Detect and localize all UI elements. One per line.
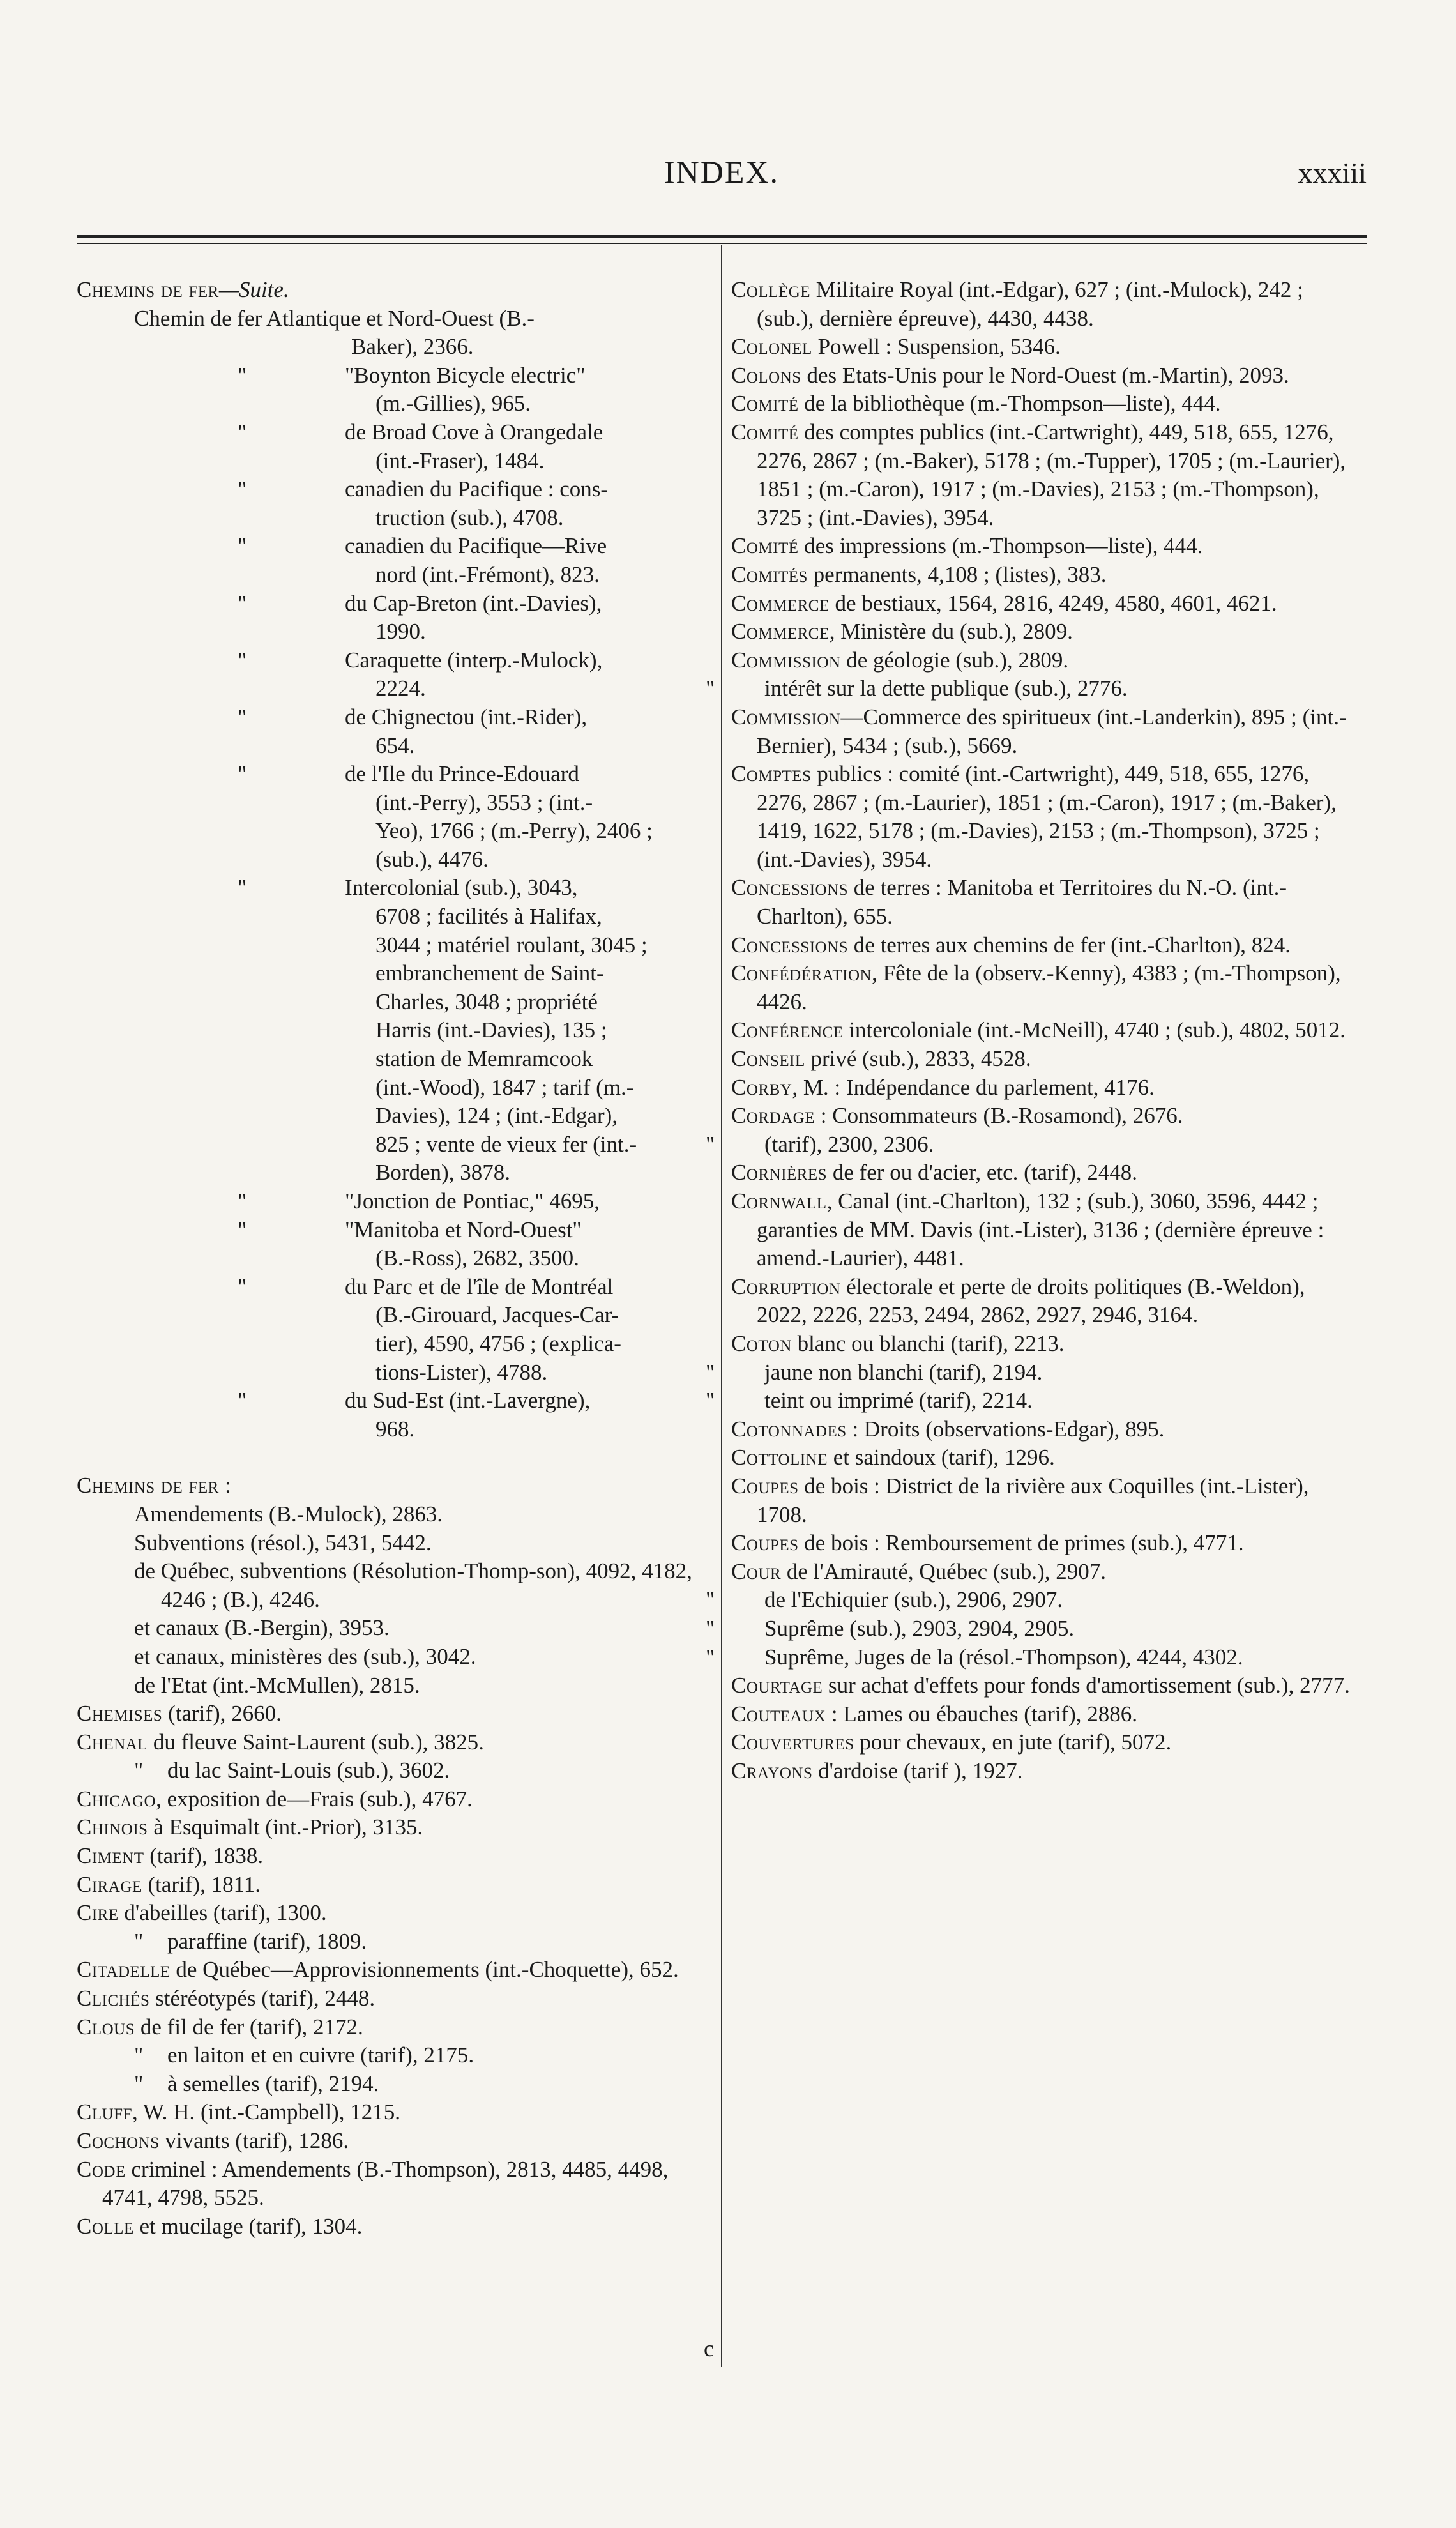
- index-entry: [731, 1700, 1367, 1729]
- index-entry: [731, 418, 1367, 532]
- entry-text: de fil de fer (tarif), 2172.: [135, 2014, 363, 2039]
- index-subentry: [706, 1387, 1367, 1415]
- index-subentry: [706, 1359, 1367, 1387]
- index-entry: [731, 532, 1367, 561]
- page-header: [77, 153, 1367, 204]
- ditto-mark: ": [706, 676, 715, 701]
- rail-entry-text: [345, 590, 698, 646]
- index-entry: [731, 1159, 1367, 1187]
- ditto-mark: ": [238, 1388, 247, 1413]
- entry-text: jaune non blanchi (tarif), 2194.: [764, 1359, 1043, 1385]
- index-entry: [731, 590, 1367, 618]
- index-entry: [731, 1016, 1367, 1045]
- index-entry: [77, 1700, 712, 1728]
- rail-entry: [77, 760, 712, 874]
- chemins-subentry: et canaux (B.-Bergin), 3953.: [134, 1615, 390, 1641]
- entry-text: et saindoux (tarif), 1296.: [827, 1445, 1055, 1470]
- ditto-mark: ": [134, 2043, 144, 2068]
- rail-entry-line: "Manitoba et Nord-Ouest": [345, 1217, 582, 1242]
- entry-head: Couvertures: [731, 1730, 854, 1755]
- entry-head: Concessions: [731, 932, 849, 957]
- entry-text: à Esquimalt (int.-Prior), 3135.: [148, 1815, 423, 1840]
- rail-entry-line: (int.-Fraser), 1484.: [375, 448, 545, 473]
- entry-text: de la bibliothèque (m.-Thompson—liste), 444.: [798, 391, 1221, 416]
- chemins-subentry: Amendements (B.-Mulock), 2863.: [134, 1501, 443, 1527]
- rail-entry-text: [345, 646, 698, 703]
- entry-head: Cire: [77, 1900, 119, 1926]
- entry-text: Militaire Royal (int.-Edgar), 627 ; (int.-Mulock), 242 ; (sub.), dernière épreuve), 4430, 4438.: [757, 277, 1303, 331]
- chemins-subentry: et canaux, ministères des (sub.), 3042.: [134, 1643, 476, 1669]
- entry-text: Powell : Suspension, 5346.: [812, 334, 1061, 360]
- entry-text: des impressions (m.-Thompson—liste), 444.: [798, 533, 1203, 559]
- index-entry: [731, 1187, 1367, 1273]
- entry-text: de bestiaux, 1564, 2816, 4249, 4580, 4601, 4621.: [829, 590, 1277, 616]
- index-entry: [731, 1728, 1367, 1757]
- rail-entry: [77, 532, 712, 589]
- rail-entry: [77, 1273, 712, 1387]
- rail-entry-line: Intercolonial (sub.), 3043,: [345, 875, 578, 901]
- entry-head: Clichés: [77, 1986, 150, 2011]
- ditto-mark: ": [706, 1388, 715, 1413]
- entry-text: (tarif), 1811.: [142, 1871, 261, 1897]
- entry-text: vivants (tarif), 1286.: [159, 2128, 349, 2153]
- entry-text: intérêt sur la dette publique (sub.), 2776.: [764, 676, 1128, 701]
- chemins-subentry: de l'Etat (int.-McMullen), 2815.: [134, 1672, 420, 1698]
- rail-entry-line: 654.: [375, 733, 415, 758]
- index-entry: [77, 2013, 712, 2042]
- entry-text: sur achat d'effets pour fonds d'amortissement (sub.), 2777.: [823, 1673, 1350, 1698]
- rail-head-line: Baker), 2366.: [351, 334, 474, 360]
- entry-text: blanc ou blanchi (tarif), 2213.: [791, 1330, 1065, 1356]
- chemins-subentry: Subventions (résol.), 5431, 5442.: [134, 1530, 432, 1555]
- entry-text: de géologie (sub.), 2809.: [840, 647, 1069, 673]
- entry-head: Commission: [731, 647, 841, 673]
- rail-entry-line: du Sud-Est (int.-Lavergne),: [345, 1388, 591, 1413]
- entry-text: Suprême, Juges de la (résol.-Thompson), 4244, 4302.: [764, 1644, 1243, 1670]
- right-entries: [706, 276, 1367, 1785]
- index-subentry: [77, 1928, 712, 1956]
- ditto-mark: ": [238, 476, 247, 502]
- index-subentry: [706, 1615, 1367, 1643]
- rail-entry-line: 3044 ; matériel roulant, 3045 ;: [375, 932, 648, 957]
- index-entry: [731, 1045, 1367, 1074]
- index-entry: [731, 1671, 1367, 1700]
- chemins-subentry: de Québec, subventions (Résolution-Thomp-son), 4092, 4182, 4246 ; (B.), 4246.: [134, 1558, 692, 1612]
- index-entry: [731, 874, 1367, 931]
- rail-entry-text: [345, 1216, 698, 1273]
- index-subentry: [706, 1643, 1367, 1672]
- entry-suite: —Suite.: [218, 277, 289, 302]
- entry-text: , Fête de la (observ.-Kenny), 4383 ; (m.-Thompson), 4426.: [757, 961, 1341, 1014]
- entry-head: Colons: [731, 362, 801, 388]
- ditto-mark: ": [238, 1189, 247, 1214]
- rail-entry: [77, 1187, 712, 1216]
- entry-head: Commerce: [731, 619, 830, 644]
- entry-head: Cornwall: [731, 1189, 827, 1214]
- rail-entry: [77, 1387, 712, 1443]
- left-entries: [77, 1700, 712, 2241]
- entry-text: de Québec—Approvisionnements (int.-Choquette), 652.: [170, 1957, 679, 1983]
- entry-text: , W. H. (int.-Campbell), 1215.: [132, 2099, 400, 2125]
- ditto-mark: ": [706, 1359, 715, 1385]
- ditto-mark: ": [238, 1274, 247, 1299]
- entry-head: Conseil: [731, 1046, 805, 1072]
- rail-entry-line: Caraquette (interp.-Mulock),: [345, 647, 603, 673]
- rail-entry-line: "Boynton Bicycle electric": [345, 362, 586, 388]
- ditto-mark: ": [238, 875, 247, 901]
- entry-head: Crayons: [731, 1758, 813, 1783]
- entry-head: Cluff: [77, 2099, 132, 2125]
- rail-entry-line: 1990.: [375, 619, 426, 644]
- ditto-mark: ": [238, 419, 247, 445]
- signature-mark: c: [704, 2336, 714, 2361]
- rail-entry: [77, 1216, 712, 1273]
- entry-head: Corruption: [731, 1274, 841, 1299]
- entry-head: Cottoline: [731, 1445, 828, 1470]
- rail-entry-line: tier), 4590, 4756 ; (explica-: [375, 1330, 621, 1356]
- rail-entry-text: [345, 1273, 698, 1387]
- index-entry: [731, 760, 1367, 874]
- entry-text: Suprême (sub.), 2903, 2904, 2905.: [764, 1615, 1075, 1641]
- ditto-mark: ": [238, 1217, 247, 1242]
- index-entry: [731, 618, 1367, 646]
- ditto-mark: ": [706, 1644, 715, 1670]
- entry-text: de l'Amirauté, Québec (sub.), 2907.: [781, 1558, 1106, 1584]
- rail-entry-line: Harris (int.-Davies), 135 ;: [375, 1017, 607, 1043]
- entry-text: de bois : Remboursement de primes (sub.), 4771.: [798, 1530, 1244, 1556]
- rail-entry-text: [345, 1387, 698, 1443]
- entry-head: Comité: [731, 391, 799, 416]
- entry-head: Chinois: [77, 1815, 148, 1840]
- rail-head-line: Chemin de fer Atlantique et Nord-Ouest (B.-: [134, 305, 535, 331]
- entry-text: de bois : District de la rivière aux Coquilles (int.-Lister), 1708.: [757, 1473, 1309, 1527]
- rail-entry-line: (B.-Ross), 2682, 3500.: [375, 1245, 579, 1271]
- page-title: INDEX.: [664, 154, 780, 190]
- index-entry: [731, 703, 1367, 760]
- header-rule-thick: [77, 235, 1367, 238]
- column-divider: [721, 245, 722, 2367]
- entry-head: Code: [77, 2156, 126, 2182]
- rail-entry: [77, 703, 712, 760]
- ditto-mark: ": [134, 2071, 144, 2096]
- entry-text: paraffine (tarif), 1809.: [167, 1928, 367, 1954]
- rail-entry-line: 968.: [375, 1416, 415, 1442]
- entry-head: Chenal: [77, 1729, 148, 1755]
- index-entry: [77, 1842, 712, 1871]
- entry-head: Cotonnades: [731, 1416, 847, 1442]
- entry-text: , Ministère du (sub.), 2809.: [829, 619, 1073, 644]
- index-subentry: [706, 1586, 1367, 1615]
- rail-entry: [77, 475, 712, 532]
- rail-entry-line: "Jonction de Pontiac," 4695,: [345, 1189, 600, 1214]
- entry-head: Chemins de fer: [77, 277, 219, 302]
- entry-text: : Consommateurs (B.-Rosamond), 2676.: [815, 1103, 1183, 1129]
- index-entry: [731, 931, 1367, 960]
- rail-entry-text: [345, 1187, 698, 1216]
- header-rule-thin: [77, 243, 1367, 244]
- entry-text: privé (sub.), 2833, 4528.: [805, 1046, 1031, 1072]
- index-subentry: [706, 674, 1367, 703]
- index-entry: [77, 1984, 712, 2013]
- entry-head: Cornières: [731, 1160, 828, 1185]
- entry-text: des comptes publics (int.-Cartwright), 449, 518, 655, 1276, 2276, 2867 ; (m.-Baker), 5178 ; (m.-Tupper), 1705 ; (m.-Laurier), 1851 ; (m.-Caron), 1917 ; (m.-Davies), 2153 ; (m.-Thompson), 3725 ; (int.-Davies), 3954.: [757, 419, 1346, 530]
- entry-text: stéréotypés (tarif), 2448.: [149, 1986, 375, 2011]
- entry-text: de terres aux chemins de fer (int.-Charlton), 824.: [848, 932, 1291, 957]
- index-subentry: [77, 1756, 712, 1785]
- ditto-mark: ": [238, 704, 247, 729]
- chemins-subentries: [77, 1500, 712, 1700]
- index-entry: [731, 1529, 1367, 1558]
- ditto-mark: ": [706, 1587, 715, 1613]
- rail-entry-line: Yeo), 1766 ; (m.-Perry), 2406 ;: [375, 818, 653, 844]
- rail-entry-line: canadien du Pacifique : cons-: [345, 476, 609, 502]
- rail-entry-text: [345, 703, 698, 760]
- rail-entry: [77, 590, 712, 646]
- entry-head: Clous: [77, 2014, 135, 2039]
- rail-entry-line: station de Memramcook: [375, 1046, 593, 1072]
- rail-entry-text: [345, 760, 698, 874]
- index-entry: [731, 276, 1367, 333]
- rail-entry-line: (int.-Perry), 3553 ; (int.-: [375, 789, 593, 815]
- index-entry: [731, 1558, 1367, 1587]
- entry-head: Collège: [731, 277, 811, 302]
- entry-head: Coupes: [731, 1530, 799, 1556]
- index-entry: [731, 362, 1367, 390]
- index-entry: [731, 1757, 1367, 1786]
- rail-entry: [77, 646, 712, 703]
- entry-text: (tarif), 2660.: [162, 1701, 282, 1726]
- ditto-mark: ": [238, 647, 247, 673]
- rail-entry-line: (sub.), 4476.: [375, 846, 489, 872]
- entry-head: Comptes: [731, 761, 812, 787]
- rail-entry-line: canadien du Pacifique—Rive: [345, 533, 607, 559]
- entry-text: publics : comité (int.-Cartwright), 449, 518, 655, 1276, 2276, 2867 ; (m.-Laurier), 1851 ; (m.-Caron), 1917 ; (m.-Baker), 1419, 1622, 5178 ; (m.-Davies), 2153 ; (m.-Thompson), 3725 ; (int.-Davies), 3954.: [757, 761, 1337, 872]
- entry-head: Courtage: [731, 1673, 823, 1698]
- entry-head: Couteaux: [731, 1701, 826, 1726]
- rail-entry-line: de l'Ile du Prince-Edouard: [345, 761, 579, 787]
- ditto-mark: ": [238, 362, 247, 388]
- entry-text: à semelles (tarif), 2194.: [167, 2071, 379, 2096]
- entry-head: Coupes: [731, 1473, 799, 1498]
- rail-entry-line: 2224.: [375, 676, 426, 701]
- rail-entry-line: Charles, 3048 ; propriété: [375, 989, 598, 1014]
- index-entry: [77, 1899, 712, 1928]
- entry-head: Chemises: [77, 1701, 163, 1726]
- rail-entry-line: 825 ; vente de vieux fer (int.-: [375, 1131, 637, 1157]
- entry-text: : Droits (observations-Edgar), 895.: [846, 1416, 1165, 1442]
- entry-text: (tarif), 1838.: [144, 1843, 264, 1869]
- index-entry: [731, 561, 1367, 590]
- index-subentry: [706, 1131, 1367, 1159]
- ditto-mark: ": [706, 1615, 715, 1641]
- right-column: [706, 276, 1367, 1785]
- index-entry: [731, 390, 1367, 418]
- section-heading-chemins: Chemins de fer :: [77, 1473, 232, 1498]
- entry-head: Cirage: [77, 1871, 142, 1897]
- entry-text: teint ou imprimé (tarif), 2214.: [764, 1388, 1033, 1413]
- rail-entry-text: [345, 532, 698, 589]
- entry-text: et mucilage (tarif), 1304.: [133, 2213, 363, 2239]
- rail-entry-line: tions-Lister), 4788.: [375, 1359, 548, 1385]
- index-entry: [731, 646, 1367, 675]
- index-entry: [77, 1871, 712, 1900]
- rail-entry-line: du Cap-Breton (int.-Davies),: [345, 590, 602, 616]
- index-subentry: [77, 2070, 712, 2099]
- entry-head: Confédération: [731, 961, 872, 986]
- entry-text: des Etats-Unis pour le Nord-Ouest (m.-Martin), 2093.: [801, 362, 1289, 388]
- rail-entry-text: [345, 418, 698, 475]
- rail-subentries: [77, 362, 712, 1444]
- index-entry: [731, 1415, 1367, 1444]
- rail-entry-line: Borden), 3878.: [375, 1160, 510, 1185]
- ditto-mark: ": [238, 761, 247, 787]
- rail-entry-line: (B.-Girouard, Jacques-Car-: [375, 1302, 619, 1328]
- ditto-mark: ": [706, 1131, 715, 1157]
- rail-entry-line: Davies), 124 ; (int.-Edgar),: [375, 1103, 618, 1129]
- entry-head: Conférence: [731, 1017, 844, 1043]
- entry-text: de terres : Manitoba et Territoires du N.-O. (int.-Charlton), 655.: [757, 875, 1287, 929]
- rail-entry-line: de Chignectou (int.-Rider),: [345, 704, 588, 729]
- index-entry: [77, 2212, 712, 2241]
- ditto-mark: ": [134, 1928, 144, 1954]
- entry-text: permanents, 4,108 ; (listes), 383.: [807, 561, 1107, 587]
- index-entry: [731, 333, 1367, 362]
- page-number: xxxiii: [1298, 156, 1367, 189]
- rail-entry-text: [345, 362, 698, 418]
- rail-entry-line: du Parc et de l'île de Montréal: [345, 1274, 614, 1299]
- entry-head: Colle: [77, 2213, 134, 2239]
- entry-head: Citadelle: [77, 1957, 171, 1983]
- entry-head: Cordage: [731, 1103, 815, 1129]
- index-entry: [731, 1330, 1367, 1359]
- index-entry: [731, 1102, 1367, 1131]
- entry-head: Comité: [731, 419, 799, 445]
- rail-entry-text: [345, 475, 698, 532]
- entry-text: électorale et perte de droits politiques (B.-Weldon), 2022, 2226, 2253, 2494, 2862, 2927, 2946, 3164.: [757, 1274, 1305, 1328]
- index-entry: [731, 1074, 1367, 1102]
- entry-text: , Canal (int.-Charlton), 132 ; (sub.), 3060, 3596, 4442 ; garanties de MM. Davis (int.-Lister), 3136 ; (dernière épreuve : amend.-Laurier), 4481.: [757, 1189, 1324, 1271]
- ditto-mark: ": [238, 533, 247, 559]
- entry-head: Coton: [731, 1330, 792, 1356]
- entry-text: —Commerce des spiritueux (int.-Landerkin), 895 ; (int.-Bernier), 5434 ; (sub.), 5669.: [757, 704, 1347, 758]
- entry-text: (tarif), 2300, 2306.: [764, 1131, 934, 1157]
- entry-head: Commerce: [731, 590, 830, 616]
- ditto-mark: ": [238, 590, 247, 616]
- entry-text: d'ardoise (tarif ), 1927.: [812, 1758, 1023, 1783]
- entry-text: , M. : Indépendance du parlement, 4176.: [792, 1074, 1155, 1100]
- entry-text: criminel : Amendements (B.-Thompson), 2813, 4485, 4498, 4741, 4798, 5525.: [102, 2156, 669, 2211]
- index-entry: [77, 2098, 712, 2127]
- entry-text: d'abeilles (tarif), 1300.: [118, 1900, 327, 1926]
- entry-text: du lac Saint-Louis (sub.), 3602.: [167, 1758, 450, 1783]
- index-entry: [731, 1273, 1367, 1330]
- entry-text: intercoloniale (int.-McNeill), 4740 ; (sub.), 4802, 5012.: [843, 1017, 1346, 1043]
- index-entry: [77, 2156, 712, 2212]
- index-entry: [77, 2127, 712, 2156]
- ditto-mark: ": [134, 1758, 144, 1783]
- entry-head: Comités: [731, 561, 808, 587]
- rail-entry-line: de Broad Cove à Orangedale: [345, 419, 603, 445]
- entry-text: , exposition de—Frais (sub.), 4767.: [156, 1786, 473, 1811]
- entry-text: du fleuve Saint-Laurent (sub.), 3825.: [148, 1729, 484, 1755]
- entry-head: Concessions: [731, 875, 849, 901]
- rail-entry: [77, 874, 712, 1187]
- entry-head: Commission: [731, 704, 841, 729]
- entry-head: Colonel: [731, 334, 812, 360]
- rail-entry-line: embranchement de Saint-: [375, 961, 604, 986]
- index-subentry: [77, 2041, 712, 2070]
- entry-head: Ciment: [77, 1843, 144, 1869]
- rail-entry-line: (m.-Gillies), 965.: [375, 391, 531, 416]
- entry-text: de fer ou d'acier, etc. (tarif), 2448.: [827, 1160, 1137, 1185]
- rail-entry-line: truction (sub.), 4708.: [375, 505, 564, 530]
- entry-head: Cochons: [77, 2128, 160, 2153]
- entry-head: Corby: [731, 1074, 792, 1100]
- entry-text: en laiton et en cuivre (tarif), 2175.: [167, 2043, 474, 2068]
- entry-text: pour chevaux, en jute (tarif), 5072.: [854, 1730, 1172, 1755]
- entry-head: Cour: [731, 1558, 782, 1584]
- rail-entry-line: nord (int.-Frémont), 823.: [375, 561, 600, 587]
- index-entry: [77, 1785, 712, 1814]
- rail-entry-line: 6708 ; facilités à Halifax,: [375, 904, 602, 929]
- entry-text: de l'Echiquier (sub.), 2906, 2907.: [764, 1587, 1063, 1613]
- entry-text: : Lames ou ébauches (tarif), 2886.: [826, 1701, 1138, 1726]
- rail-head-entry: [77, 305, 712, 362]
- index-entry: [731, 959, 1367, 1016]
- left-column: [77, 276, 712, 2241]
- index-entry: [77, 1956, 712, 1984]
- rail-entry: [77, 362, 712, 418]
- rail-entry-line: (int.-Wood), 1847 ; tarif (m.-: [375, 1074, 634, 1100]
- entry-head: Comité: [731, 533, 799, 559]
- section-heading-chemins-suite: [77, 276, 712, 305]
- entry-head: Chicago: [77, 1786, 156, 1811]
- index-entry: [77, 1728, 712, 1757]
- index-entry: [731, 1443, 1367, 1472]
- index-entry: [77, 1813, 712, 1842]
- index-entry: [731, 1472, 1367, 1529]
- rail-entry: [77, 418, 712, 475]
- rail-entry-text: [345, 874, 698, 1187]
